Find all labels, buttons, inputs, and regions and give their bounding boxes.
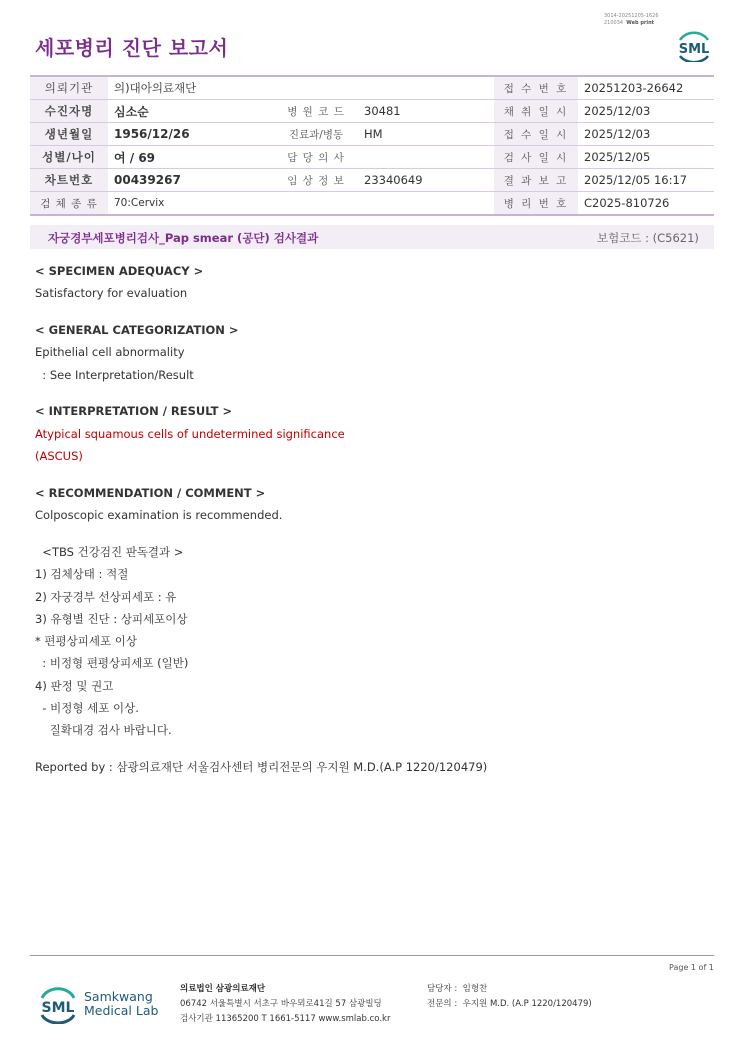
page-title: 세포병리 진단 보고서 xyxy=(35,36,229,60)
tbs-heading: <TBS 건강검진 판독결과 > xyxy=(35,544,184,559)
svg-text:SML: SML xyxy=(41,1000,75,1016)
clinical-info-value: 23340649 xyxy=(358,169,494,192)
svg-text:SML: SML xyxy=(678,42,710,57)
receipt-number-label: 접 수 번 호 xyxy=(494,76,578,100)
info-row xyxy=(30,100,714,123)
footer-responsible xyxy=(427,982,592,1012)
print-meta xyxy=(604,13,659,27)
insurance-code: 보험코드 : (C5621) xyxy=(597,231,699,245)
specialist-name: 우지원 M.D. (A.P 1220/120479) xyxy=(462,999,592,1009)
referring-institution-value: 의)대아의료재단 xyxy=(108,76,494,100)
info-row xyxy=(30,192,714,216)
clinical-info-label: 임 상 정 보 xyxy=(274,169,358,192)
info-row xyxy=(30,123,714,146)
org-address: 06742 서울특별시 서초구 바우뫼로41길 57 삼광빌딩 xyxy=(180,999,382,1009)
tbs-item: 1) 검체상태 : 적절 xyxy=(35,567,129,582)
sml-logo-icon xyxy=(674,26,714,62)
receipt-date-label: 접 수 일 시 xyxy=(494,123,578,146)
reported-by: Reported by : 삼광의료재단 서울검사센터 병리전문의 우지원 M.D.(A.P 1220/120479) xyxy=(35,760,488,775)
referring-institution-label: 의뢰기관 xyxy=(30,76,108,100)
tbs-item: : 비정형 편평상피세포 (일반) xyxy=(35,656,189,671)
print-meta-line1: 3014-20251205-1626 xyxy=(604,13,659,19)
tbs-item: 2) 자궁경부 선상피세포 : 유 xyxy=(35,589,177,604)
specimen-type-label: 검 체 종 류 xyxy=(30,192,108,216)
tbs-item: 질확대경 검사 바랍니다. xyxy=(35,723,172,738)
info-row xyxy=(30,146,714,169)
recommendation-text: Colposcopic examination is recommended. xyxy=(35,508,283,523)
lab-name-line2: Medical Lab xyxy=(84,1003,159,1018)
general-categorization-text: Epithelial cell abnormality xyxy=(35,345,185,360)
footer-divider xyxy=(30,955,714,956)
collection-date-value: 2025/12/03 xyxy=(578,100,714,123)
org-name: 의료법인 삼광의료재단 xyxy=(180,984,266,994)
footer-lab-name xyxy=(84,990,158,1018)
interpretation-abbrev: (ASCUS) xyxy=(35,449,83,464)
physician-value xyxy=(358,146,494,169)
recommendation-heading: < RECOMMENDATION / COMMENT > xyxy=(35,485,266,500)
collection-date-label: 채 취 일 시 xyxy=(494,100,578,123)
tbs-item: * 편평상피세포 이상 xyxy=(35,634,137,649)
general-categorization-heading: < GENERAL CATEGORIZATION > xyxy=(35,323,239,338)
info-row xyxy=(30,76,714,100)
specimen-type-value: 70:Cervix xyxy=(108,192,494,216)
report-body xyxy=(35,262,695,780)
lab-name-line1: Samkwang xyxy=(84,989,153,1004)
patient-info-table xyxy=(30,75,714,216)
result-report-label: 결 과 보 고 xyxy=(494,169,578,192)
footer-organization xyxy=(180,982,390,1027)
manager-label: 담당자 : xyxy=(427,984,458,994)
chart-number-value: 00439267 xyxy=(108,169,274,192)
sml-footer-logo-icon xyxy=(37,982,79,1024)
web-print-label: Web print xyxy=(626,20,655,26)
specimen-adequacy-text: Satisfactory for evaluation xyxy=(35,286,188,301)
chart-number-label: 차트번호 xyxy=(30,169,108,192)
general-categorization-note: : See Interpretation/Result xyxy=(35,367,194,382)
pathology-number-label: 병 리 번 호 xyxy=(494,192,578,216)
hospital-code-value: 30481 xyxy=(358,100,494,123)
tbs-item: 3) 유형별 진단 : 상피세포이상 xyxy=(35,611,188,626)
result-report-value: 2025/12/05 16:17 xyxy=(578,169,714,192)
info-row xyxy=(30,169,714,192)
sex-age-label: 성별/나이 xyxy=(30,146,108,169)
pathology-number-value: C2025-810726 xyxy=(578,192,714,216)
page-number: Page 1 of 1 xyxy=(669,963,714,972)
interpretation-heading: < INTERPRETATION / RESULT > xyxy=(35,404,233,419)
physician-label: 담 당 의 사 xyxy=(274,146,358,169)
manager-name: 임형찬 xyxy=(462,984,488,994)
sex-age-value: 여 / 69 xyxy=(108,146,274,169)
org-contact: 검사기관 11365200 T 1661-5117 www.smlab.co.kr xyxy=(180,1014,391,1024)
specialist-label: 전문의 : xyxy=(427,999,458,1009)
exam-date-value: 2025/12/05 xyxy=(578,146,714,169)
patient-name-value: 심소순 xyxy=(108,100,274,123)
department-value: HM xyxy=(358,123,494,146)
receipt-number-value: 20251203-26642 xyxy=(578,76,714,100)
birth-date-label: 생년월일 xyxy=(30,123,108,146)
exam-date-label: 검 사 일 시 xyxy=(494,146,578,169)
patient-name-label: 수진자명 xyxy=(30,100,108,123)
tbs-item: 4) 판정 및 권고 xyxy=(35,678,114,693)
tbs-item: - 비정형 세포 이상. xyxy=(35,701,139,716)
exam-title: 자궁경부세포병리검사_Pap smear (공단) 검사결과 xyxy=(48,231,319,245)
interpretation-result: Atypical squamous cells of undetermined significance xyxy=(35,426,345,441)
birth-date-value: 1956/12/26 xyxy=(108,123,274,146)
specimen-adequacy-heading: < SPECIMEN ADEQUACY > xyxy=(35,264,204,278)
hospital-code-label: 병 원 코 드 xyxy=(274,100,358,123)
department-label: 진료과/병동 xyxy=(274,123,358,146)
receipt-date-value: 2025/12/03 xyxy=(578,123,714,146)
print-meta-line2: 210034 xyxy=(604,20,624,26)
